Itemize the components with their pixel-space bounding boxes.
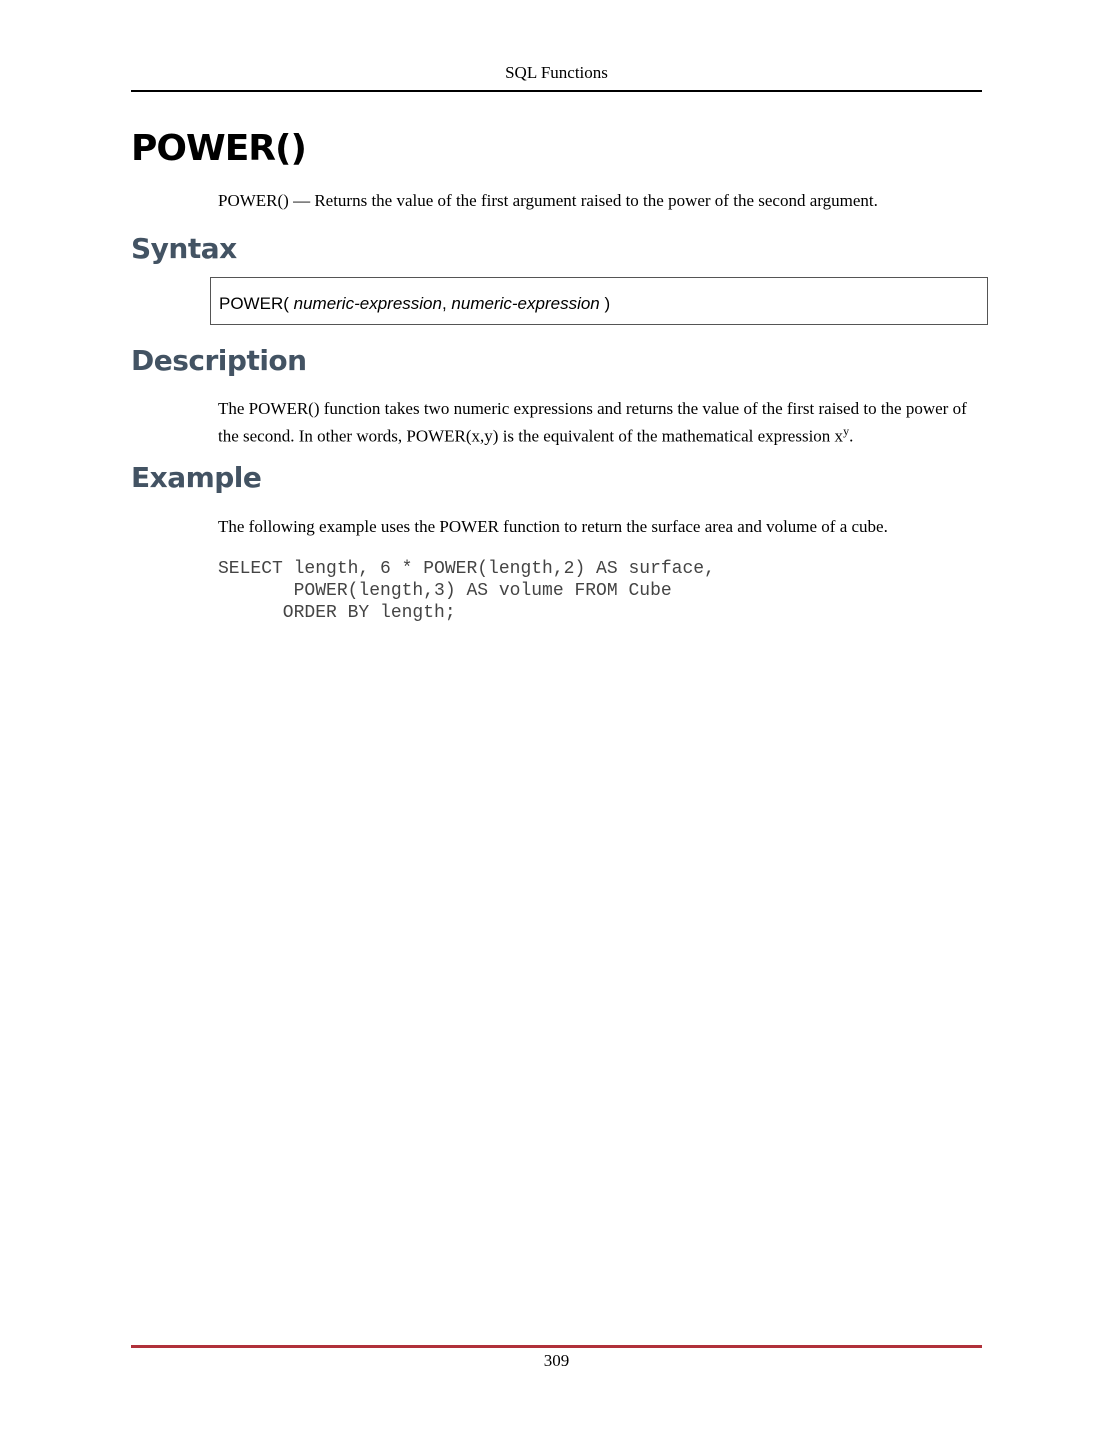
example-code: SELECT length, 6 * POWER(length,2) AS surface, POWER(length,3) AS volume FROM Cube ORDER BY length; xyxy=(218,559,715,623)
syntax-sep: , xyxy=(441,294,452,313)
footer-rule xyxy=(131,1345,982,1348)
syntax-func: POWER( xyxy=(219,294,289,313)
example-text: The following example uses the POWER function to return the surface area and volume of a cube. xyxy=(218,517,888,536)
syntax-close: ) xyxy=(599,294,611,313)
running-header: SQL Functions xyxy=(505,63,608,82)
description-end: . xyxy=(849,426,854,446)
syntax-heading: Syntax xyxy=(131,232,237,265)
syntax-arg2: numeric-expression xyxy=(451,294,600,313)
description-sup: y xyxy=(843,424,850,438)
syntax-box xyxy=(210,277,988,325)
example-heading: Example xyxy=(131,461,262,494)
description-text xyxy=(218,398,984,448)
description-heading: Description xyxy=(131,344,307,377)
page-title: POWER() xyxy=(131,128,306,169)
summary-text: POWER() — Returns the value of the first argument raised to the power of the second argument. xyxy=(218,191,878,210)
header-rule xyxy=(131,90,982,92)
page-number: 309 xyxy=(543,1351,570,1370)
description-body: The POWER() function takes two numeric expressions and returns the value of the first raised to the power of the second. In other words, POWER(x,y) is the equivalent of the mathematical expression x xyxy=(218,399,967,446)
syntax-arg1: numeric-expression xyxy=(293,294,442,313)
